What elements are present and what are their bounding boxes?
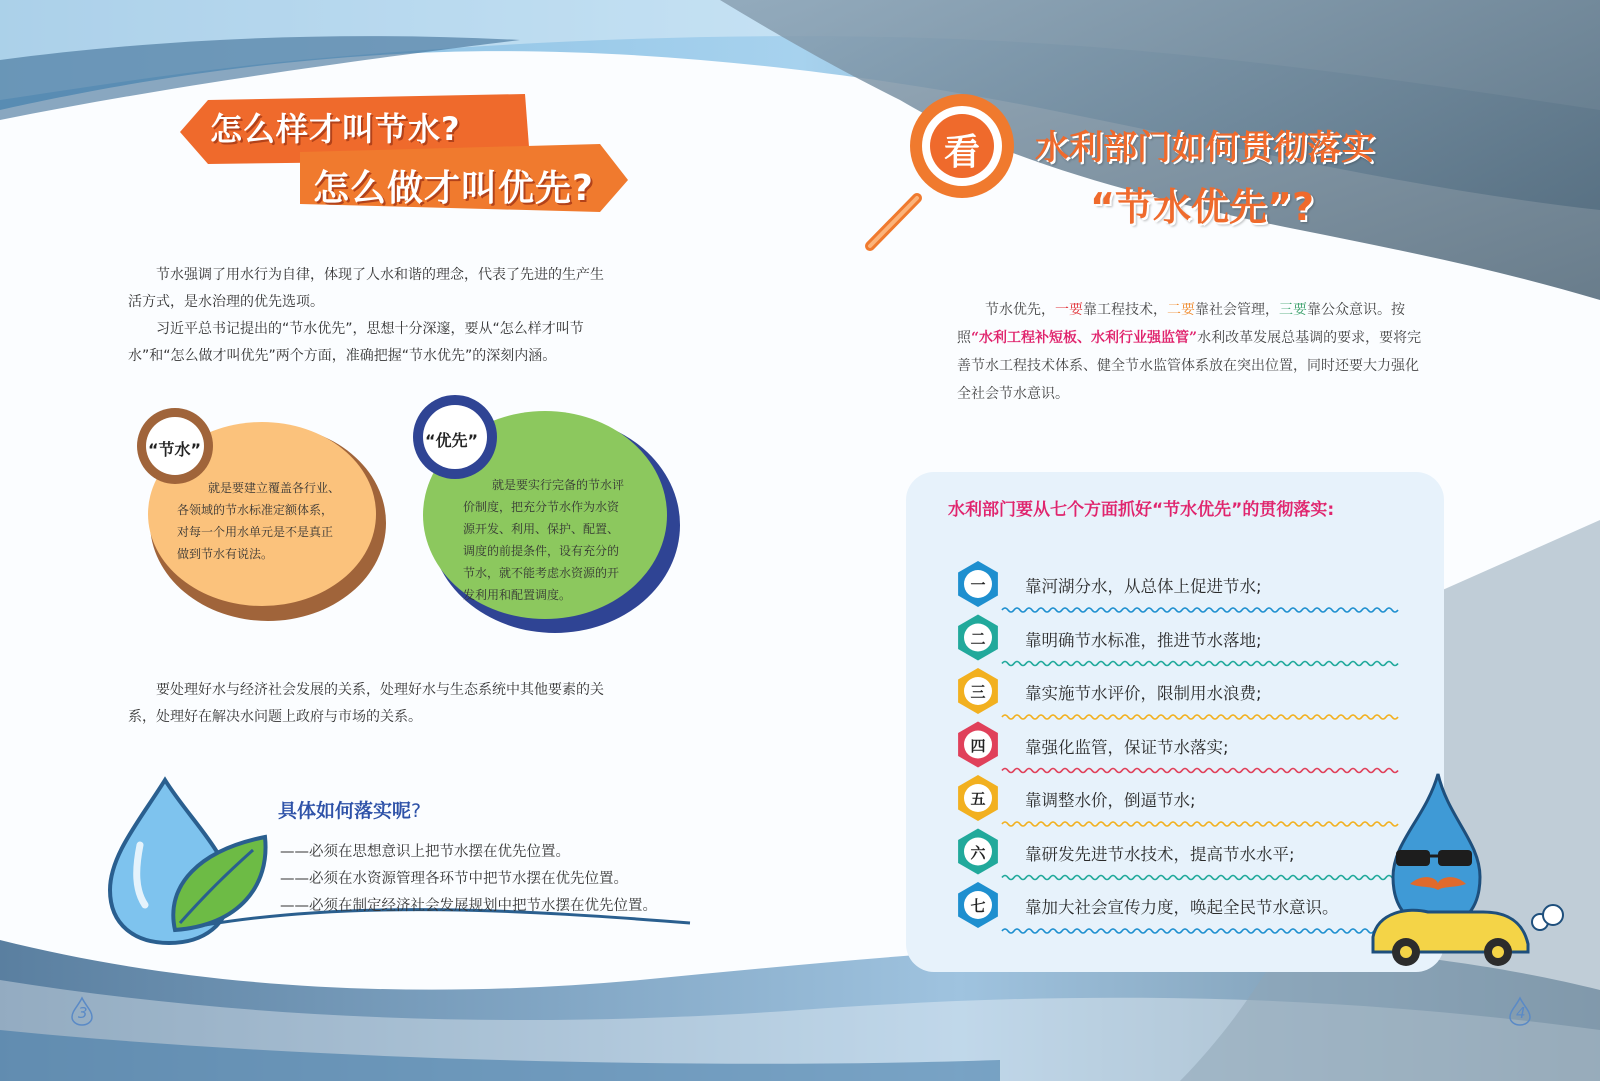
right-title-line-2: “节水优先”? [1090, 185, 1314, 229]
bullet-item: ——必须在制定经济社会发展规划中把节水摆在优先位置。 [280, 898, 657, 914]
para-text: 靠社会管理， [1195, 302, 1279, 318]
item-text: 靠实施节水评价，限制用水浪费; [1025, 684, 1262, 703]
bubble-jieshui-line: 就是要建立覆盖各行业、 [208, 481, 341, 495]
magnifier-icon [862, 88, 1022, 263]
item-number: 五 [970, 790, 986, 808]
item-wavy-divider [1002, 662, 1398, 666]
intro-para-1-line-1: 节水强调了用水行为自律，体现了人水和谐的理念，代表了先进的生产生 [156, 267, 604, 283]
subsection-title-q: ? [411, 800, 422, 822]
para-highlight-2: 二要 [1167, 302, 1195, 318]
item-text: 靠研发先进节水技术，提高节水水平; [1025, 844, 1295, 864]
water-drop-mascot-car-icon [1368, 772, 1568, 972]
para-highlight-policy: “水利工程补短板、水利行业强监管” [971, 330, 1198, 346]
para-highlight-1: 一要 [1055, 302, 1083, 318]
item-wavy-divider [1002, 876, 1398, 880]
right-intro-para [957, 296, 1429, 408]
bubble-youxian-line: 源开发、利用、保护、配置、 [463, 522, 620, 536]
item-number: 三 [970, 683, 986, 701]
item-number: 二 [970, 629, 986, 648]
title-line-1: 怎么样才叫节水? [210, 110, 461, 148]
para-text: 水利改革发展总基调的要求，要将完善节水工程技术体系、健全节水监管体系放在突出位置，同时还要大力强化全社会节水意识。 [957, 330, 1422, 402]
bubble-youxian-line: 价制度，把充分节水作为水资 [463, 500, 620, 514]
bubble-jieshui-line: 对每一个用水单元是不是真正 [177, 525, 334, 539]
item-wavy-divider [1002, 608, 1398, 612]
para-text: 节水优先， [985, 302, 1055, 318]
item-number: 一 [970, 576, 986, 594]
title-line-2: 怎么做才叫优先? [313, 168, 594, 209]
intro-para-1-line-2: 活方式，是水治理的优先选项。 [128, 294, 324, 310]
bubble-jieshui-line: 各领域的节水标准定额体系， [177, 503, 334, 517]
item-number: 六 [970, 843, 986, 862]
para-text: 按照 [957, 302, 1405, 346]
bullet-item: ——必须在水资源管理各环节中把节水摆在优先位置。 [280, 871, 628, 887]
para-text: 靠工程技术， [1083, 302, 1167, 318]
relation-para-line-1: 要处理好水与经济社会发展的关系，处理好水与生态系统中其他要素的关 [156, 682, 604, 698]
relation-para-line-2: 系，处理好在解决水问题上政府与市场的关系。 [128, 709, 422, 725]
intro-para-2-line-1: 习近平总书记提出的“节水优先”，思想十分深邃，要从“怎么样才叫节 [156, 321, 584, 337]
item-text: 靠调整水价，倒逼节水; [1025, 791, 1196, 810]
page-number-left: 3 [78, 1004, 88, 1022]
bubble-jieshui-label: “节水” [148, 440, 202, 459]
item-text: 靠明确节水标准，推进节水落地; [1025, 630, 1262, 650]
item-number: 四 [970, 736, 986, 755]
item-text: 靠河湖分水，从总体上促进节水; [1025, 577, 1262, 596]
page-number-right: 4 [1516, 1004, 1526, 1022]
subsection-title [278, 796, 421, 823]
item-number: 七 [970, 897, 986, 915]
item-wavy-divider [1002, 769, 1398, 773]
bubble-youxian-line: 发利用和配置调度。 [463, 588, 572, 602]
magnifier-char: 看 [944, 132, 981, 173]
para-text: 靠公众意识。 [1307, 302, 1391, 318]
intro-para-2-line-2: 水”和“怎么做才叫优先”两个方面，准确把握“节水优先”的深刻内涵。 [128, 348, 557, 364]
bubble-youxian-line: 调度的前提条件，设有充分的 [463, 544, 620, 558]
item-text: 靠强化监管，保证节水落实; [1025, 737, 1229, 757]
bubble-youxian-line: 节水，就不能考虑水资源的开 [463, 566, 620, 580]
item-wavy-divider [1002, 715, 1398, 719]
panel-title: 水利部门要从七个方面抓好“节水优先”的贯彻落实: [948, 500, 1335, 520]
item-wavy-divider [1002, 822, 1398, 826]
bullet-item: ——必须在思想意识上把节水摆在优先位置。 [280, 844, 570, 860]
bubble-youxian-label: “优先” [425, 431, 479, 450]
item-wavy-divider [1002, 929, 1398, 933]
right-title-line-1: 水利部门如何贯彻落实 [1035, 128, 1375, 168]
bubble-youxian-line: 就是要实行完备的节水评 [492, 478, 625, 492]
subsection-title-text: 具体如何落实呢 [278, 800, 412, 822]
item-text: 靠加大社会宣传力度，唤起全民节水意识。 [1025, 898, 1339, 917]
bubble-jieshui-line: 做到节水有说法。 [177, 547, 274, 561]
para-highlight-3: 三要 [1279, 302, 1307, 318]
